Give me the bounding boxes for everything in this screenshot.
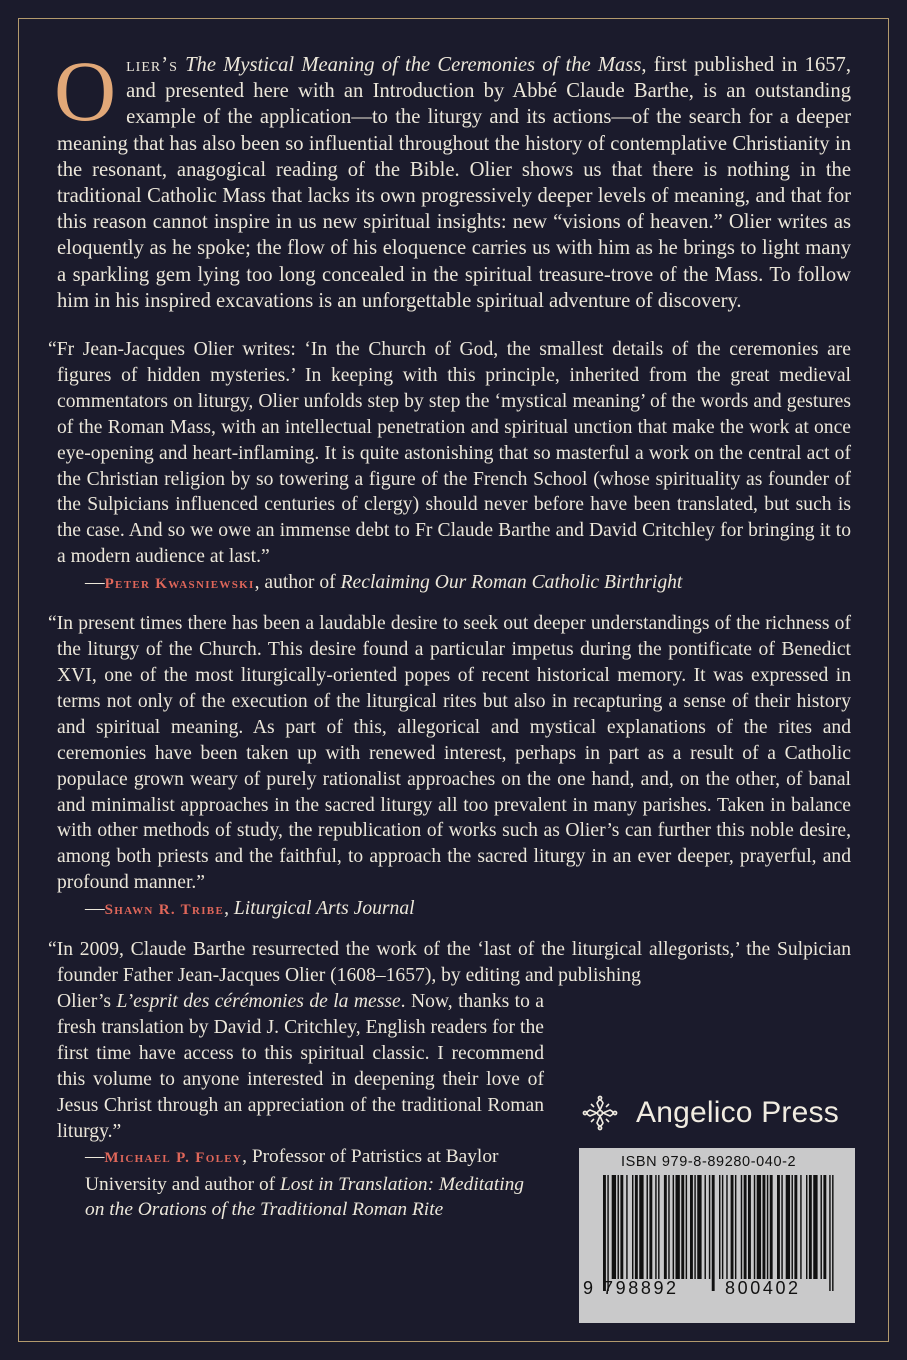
barcode-bar — [754, 1175, 755, 1279]
description — [54, 43, 851, 314]
barcode-bar — [649, 1175, 652, 1279]
barcode-bar — [712, 1175, 715, 1291]
barcode-bar — [681, 1175, 684, 1279]
endorsement-attribution — [57, 570, 851, 597]
barcode-bar — [777, 1175, 780, 1279]
endorser-name: Peter Kwasniewski — [104, 576, 255, 593]
endorser-role: , author of — [254, 572, 341, 594]
barcode-bar — [726, 1175, 727, 1279]
barcode-digit-group-left: 798892 — [603, 1278, 679, 1298]
cross-ornament-icon — [580, 1093, 620, 1133]
barcode-bar — [800, 1175, 801, 1279]
barcode-bar — [757, 1175, 761, 1279]
endorsement-text: “Fr Jean-Jacques Olier writes: ‘In the Church of God, the smallest details of the ceremonies are figures of hidden mysteries.’ In keeping with this principle, inherited from the great medieval commentators on liturgy, Olier unfolds step by step the ‘mystical meaning’ of the words and gestures of the Roman Mass, with an intellectual penetration and spiritual unction that make the work at once eye-opening and heart-inflaming. It is quite astonishing that so masterful a work on the central act of the Christian religion by so towering a figure of the French School (whose spirituality as founder of the Sulpicians influenced centuries of clergy) should never before have been translated, but such is the case. And so we owe an immense debt to Fr Claude Barthe and David Critchley for bringing it to a modern audience at last.” — [48, 339, 851, 568]
endorser-work: Liturgical Arts Journal — [233, 898, 415, 920]
barcode-bar — [792, 1175, 793, 1279]
barcode-bar — [806, 1175, 807, 1279]
endorser-work: Reclaiming Our Roman Catholic Birthright — [340, 572, 683, 594]
barcode-bar — [686, 1175, 687, 1279]
barcode-bar — [603, 1175, 606, 1291]
back-cover-text — [48, 43, 851, 1223]
barcode-bar — [655, 1175, 656, 1279]
drop-cap: O — [54, 43, 117, 139]
endorsement-text: “In 2009, Claude Barthe resurrected the work of the ‘last of the liturgical allegorists,’ the Sulpician founder Father Jean-Jacques Olier (1608–1657), by editing and publishing — [48, 939, 851, 987]
barcode-digit-group-right: 800402 — [725, 1278, 801, 1298]
barcode-bar — [639, 1175, 643, 1279]
endorsement-2 — [48, 611, 851, 923]
barcode-bar — [612, 1175, 616, 1279]
endorsement-attribution — [57, 1144, 544, 1223]
dash: — — [85, 1146, 105, 1168]
barcode-bar — [620, 1175, 623, 1279]
barcode-bar — [763, 1175, 766, 1279]
endorser-role: , — [224, 898, 234, 920]
barcode-bar — [770, 1175, 773, 1279]
endorser-name: Michael P. Foley — [104, 1150, 243, 1167]
text-segment: Olier’s — [57, 990, 117, 1012]
barcode-bar — [786, 1175, 790, 1279]
barcode-bar — [813, 1175, 817, 1279]
barcode-bar — [809, 1175, 812, 1279]
barcode-bar — [832, 1175, 833, 1291]
publisher-name: Angelico Press — [636, 1096, 839, 1129]
barcode-bar — [676, 1175, 680, 1279]
barcode-bar — [709, 1175, 710, 1279]
barcode-bar — [719, 1175, 720, 1279]
dash: — — [85, 572, 105, 594]
endorsement-text: “In present times there has been a laudable desire to seek out deeper understandings of the richness of the liturgy of the Church. This desire found a particular impetus during the pontificate of Benedict XVI, one of the most liturgically-oriented popes of recent historical memory. It was expressed in terms not only of the execution of the liturgical rites but also in recapturing a sense of their history and spiritual meaning. As part of this, allegorical and mystical explanations of the rites and ceremonies have been taken up with renewed interest, perhaps in part as a result of a Catholic populace grown weary of purely rationalist approaches on the one hand, and, on the other, of banal and minimalist approaches in the sacred liturgy all too prevalent in many parishes. Taken in balance with other methods of study, the republication of works such as Olier’s can further this noble desire, among both priests and the faithful, to approach the sacred liturgy in an ever deeper, prayerful, and profound manner.” — [48, 613, 851, 894]
barcode-bar — [829, 1175, 830, 1291]
endorsement-attribution — [57, 896, 851, 923]
barcode-bar — [705, 1175, 706, 1279]
barcode-bar — [690, 1175, 693, 1279]
barcode-bar — [635, 1175, 638, 1279]
barcode-digit-lead: 9 — [583, 1278, 596, 1298]
barcode-bar — [722, 1175, 723, 1279]
description-body: , first published in 1657, and presented here with an Introduction by Abbé Claude Barthe, is an outstanding example of the application—to the liturgy and its actions—of the search for a deeper meaning that has also been so influential throughout the history of contemplative Christianity in the resonant, anagogical reading of the Bible. Olier shows us that there is nothing in the traditional Catholic Mass that lacks its own progressively deeper levels of meaning, and that for this reason cannot inspire in us new spiritual insights: new “visions of heaven.” Olier writes as eloquently as he spoke; the flow of his eloquence carries us with him as he brings to light many a sparkling gem lying too long concealed in the spiritual treasure-trove of the Mass. To follow him in his inspired excavations is an unforgettable spiritual adventure of discovery. — [57, 54, 851, 312]
barcode-bar — [767, 1175, 768, 1279]
barcode-bar — [731, 1175, 734, 1279]
endorsement-text-continued — [57, 989, 544, 1144]
barcode-bar — [626, 1175, 627, 1279]
isbn-label: ISBN 979-8-89280-040-2 — [621, 1154, 797, 1170]
endorser-name: Shawn R. Tribe — [104, 902, 225, 919]
barcode-bar — [741, 1175, 742, 1279]
barcode-bar — [744, 1175, 747, 1279]
barcode-bars — [597, 1175, 841, 1295]
barcode-bar — [618, 1175, 619, 1279]
barcode-bar — [607, 1175, 608, 1291]
barcode-bar — [697, 1175, 701, 1279]
barcode-bar — [668, 1175, 669, 1279]
author-lead: lier’s — [126, 54, 178, 76]
barcode-bar — [673, 1175, 674, 1279]
text-segment: . Now, thanks to a fresh translation by David J. Critchley, English readers for the first time have access to this spiritual classic. I recommend this volume to anyone interested in deepening their love of Jesus Christ through an appreciation of the traditional Roman liturgy.” — [57, 990, 544, 1142]
endorsement-1 — [48, 337, 851, 597]
barcode-bar — [658, 1175, 659, 1279]
barcode-bar — [821, 1175, 822, 1279]
book-title: The Mystical Meaning of the Ceremonies of the Mass — [185, 54, 642, 76]
barcode-bar — [823, 1175, 826, 1279]
barcode-bar — [647, 1175, 648, 1279]
barcode-bar — [781, 1175, 782, 1279]
barcode-bar — [748, 1175, 751, 1279]
publisher-logo — [580, 1093, 855, 1133]
isbn-barcode — [579, 1148, 855, 1323]
endorser-role: , Professor of Patristics at Baylor University and author of — [85, 1146, 499, 1195]
dash: — — [85, 898, 105, 920]
barcode-bar — [694, 1175, 695, 1279]
barcode-bar — [794, 1175, 797, 1279]
endorser-work: Lost in Translation: Meditating on the Orations of the Traditional Roman Rite — [85, 1173, 524, 1221]
cited-work: L’esprit des cérémonies de la messe — [116, 990, 401, 1012]
barcode-bar — [735, 1175, 736, 1279]
barcode-bar — [632, 1175, 633, 1279]
barcode-bar — [664, 1175, 667, 1279]
barcode-digits — [583, 1278, 853, 1299]
